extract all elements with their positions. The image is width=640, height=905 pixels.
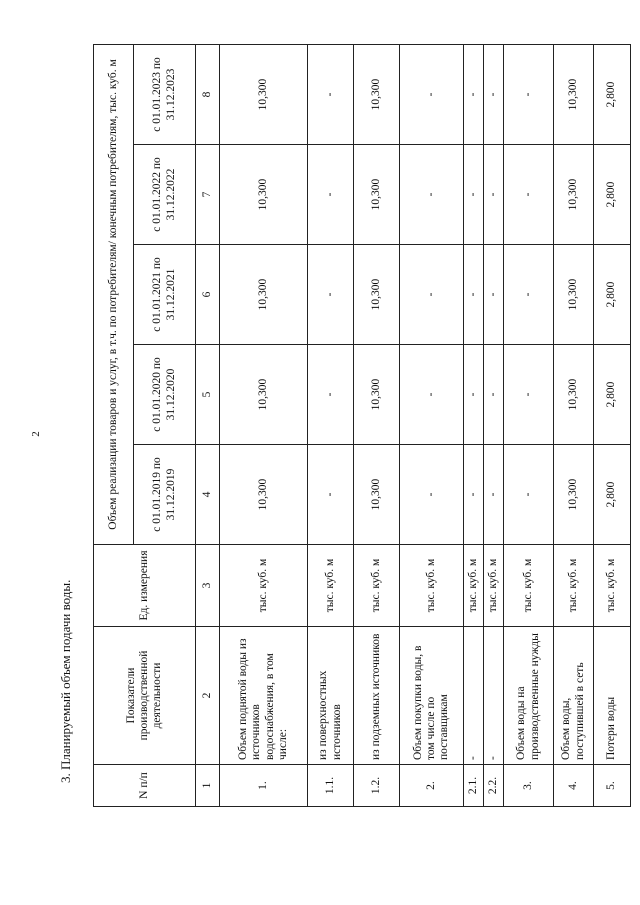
column-number: 1 xyxy=(196,765,220,807)
row-indicator: Потери воды xyxy=(594,627,631,765)
row-unit: тыс. куб. м xyxy=(354,545,400,627)
row-value: 10,300 xyxy=(554,145,594,245)
row-value: - xyxy=(400,345,464,445)
row-value: - xyxy=(464,245,484,345)
table-row xyxy=(554,44,594,806)
row-num: 2.1. xyxy=(464,765,484,807)
row-value: - xyxy=(504,245,554,345)
row-value: - xyxy=(400,445,464,545)
header-row-top xyxy=(94,44,134,806)
table-row xyxy=(308,44,354,806)
header-period: с 01.01.2021 по 31.12.2021 xyxy=(134,245,196,345)
row-value: - xyxy=(504,145,554,245)
row-indicator: Объем воды на производственные нужды xyxy=(504,627,554,765)
row-value: - xyxy=(484,245,504,345)
row-num: 1. xyxy=(220,765,308,807)
row-indicator: Объем воды, поступившей в сеть xyxy=(554,627,594,765)
row-unit: тыс. куб. м xyxy=(220,545,308,627)
table-row xyxy=(464,44,484,806)
column-number: 8 xyxy=(196,44,220,144)
row-value: - xyxy=(484,345,504,445)
column-number: 5 xyxy=(196,345,220,445)
row-value: - xyxy=(484,44,504,144)
row-indicator: Объем покупки воды, в том числе по поставщикам xyxy=(400,627,464,765)
row-value: - xyxy=(484,145,504,245)
row-value: 10,300 xyxy=(354,345,400,445)
row-unit: тыс. куб. м xyxy=(308,545,354,627)
row-value: 10,300 xyxy=(354,44,400,144)
row-unit: тыс. куб. м xyxy=(484,545,504,627)
row-unit: тыс. куб. м xyxy=(594,545,631,627)
row-indicator: Объем поднятой воды из источников водоснабжения, в том числе: xyxy=(220,627,308,765)
header-num: N п/п xyxy=(94,765,196,807)
row-value: 2,800 xyxy=(594,44,631,144)
row-value: 10,300 xyxy=(220,345,308,445)
header-period: с 01.01.2020 по 31.12.2020 xyxy=(134,345,196,445)
row-indicator: - xyxy=(464,627,484,765)
header-period: с 01.01.2019 по 31.12.2019 xyxy=(134,445,196,545)
row-value: - xyxy=(308,145,354,245)
row-value: - xyxy=(504,44,554,144)
column-number-row xyxy=(196,44,220,806)
column-number: 3 xyxy=(196,545,220,627)
row-value: - xyxy=(464,445,484,545)
row-num: 3. xyxy=(504,765,554,807)
table-row xyxy=(594,44,631,806)
rotated-table-frame xyxy=(93,45,618,807)
column-number: 2 xyxy=(196,627,220,765)
row-value: 2,800 xyxy=(594,445,631,545)
row-unit: тыс. куб. м xyxy=(554,545,594,627)
row-value: 2,800 xyxy=(594,145,631,245)
row-value: 10,300 xyxy=(554,245,594,345)
row-value: - xyxy=(464,345,484,445)
header-unit: Ед. измерения xyxy=(94,545,196,627)
row-num: 2.2. xyxy=(484,765,504,807)
row-value: - xyxy=(400,145,464,245)
row-unit: тыс. куб. м xyxy=(400,545,464,627)
row-value: 10,300 xyxy=(220,245,308,345)
header-period: с 01.01.2022 по 31.12.2022 xyxy=(134,145,196,245)
row-value: 2,800 xyxy=(594,345,631,445)
row-value: - xyxy=(504,445,554,545)
row-indicator: из подземных источников xyxy=(354,627,400,765)
row-unit: тыс. куб. м xyxy=(464,545,484,627)
row-value: 10,300 xyxy=(354,245,400,345)
row-value: - xyxy=(464,44,484,144)
water-supply-table xyxy=(93,44,631,807)
header-volume-group: Объем реализации товаров и услуг, в т.ч. по потребителям/ конечным потребителям, тыс. куб. м xyxy=(94,44,134,544)
row-value: 10,300 xyxy=(554,44,594,144)
row-value: - xyxy=(464,145,484,245)
row-value: - xyxy=(504,345,554,445)
row-value: 10,300 xyxy=(220,445,308,545)
column-number: 4 xyxy=(196,445,220,545)
row-value: - xyxy=(400,44,464,144)
header-period: с 01.01.2023 по 31.12.2023 xyxy=(134,44,196,144)
section-heading: 3. Планируемый объем подачи воды. xyxy=(58,579,73,783)
row-value: - xyxy=(308,345,354,445)
table-row xyxy=(484,44,504,806)
row-indicator: - xyxy=(484,627,504,765)
column-number: 7 xyxy=(196,145,220,245)
row-value: 10,300 xyxy=(554,445,594,545)
row-unit: тыс. куб. м xyxy=(504,545,554,627)
column-number: 6 xyxy=(196,245,220,345)
row-value: 2,800 xyxy=(594,245,631,345)
row-num: 1.2. xyxy=(354,765,400,807)
page-number: 2 xyxy=(30,431,42,437)
row-num: 4. xyxy=(554,765,594,807)
table-row xyxy=(400,44,464,806)
header-indicator: Показатели производственной деятельности xyxy=(94,627,196,765)
row-value: - xyxy=(400,245,464,345)
row-value: 10,300 xyxy=(220,145,308,245)
row-num: 2. xyxy=(400,765,464,807)
row-value: - xyxy=(308,445,354,545)
row-value: - xyxy=(484,445,504,545)
row-num: 5. xyxy=(594,765,631,807)
table-row xyxy=(354,44,400,806)
row-indicator: из поверхностных источников xyxy=(308,627,354,765)
row-num: 1.1. xyxy=(308,765,354,807)
table-row xyxy=(220,44,308,806)
table-container xyxy=(93,45,618,807)
table-row xyxy=(504,44,554,806)
row-value: - xyxy=(308,44,354,144)
row-value: 10,300 xyxy=(354,145,400,245)
row-value: 10,300 xyxy=(220,44,308,144)
row-value: - xyxy=(308,245,354,345)
row-value: 10,300 xyxy=(554,345,594,445)
row-value: 10,300 xyxy=(354,445,400,545)
